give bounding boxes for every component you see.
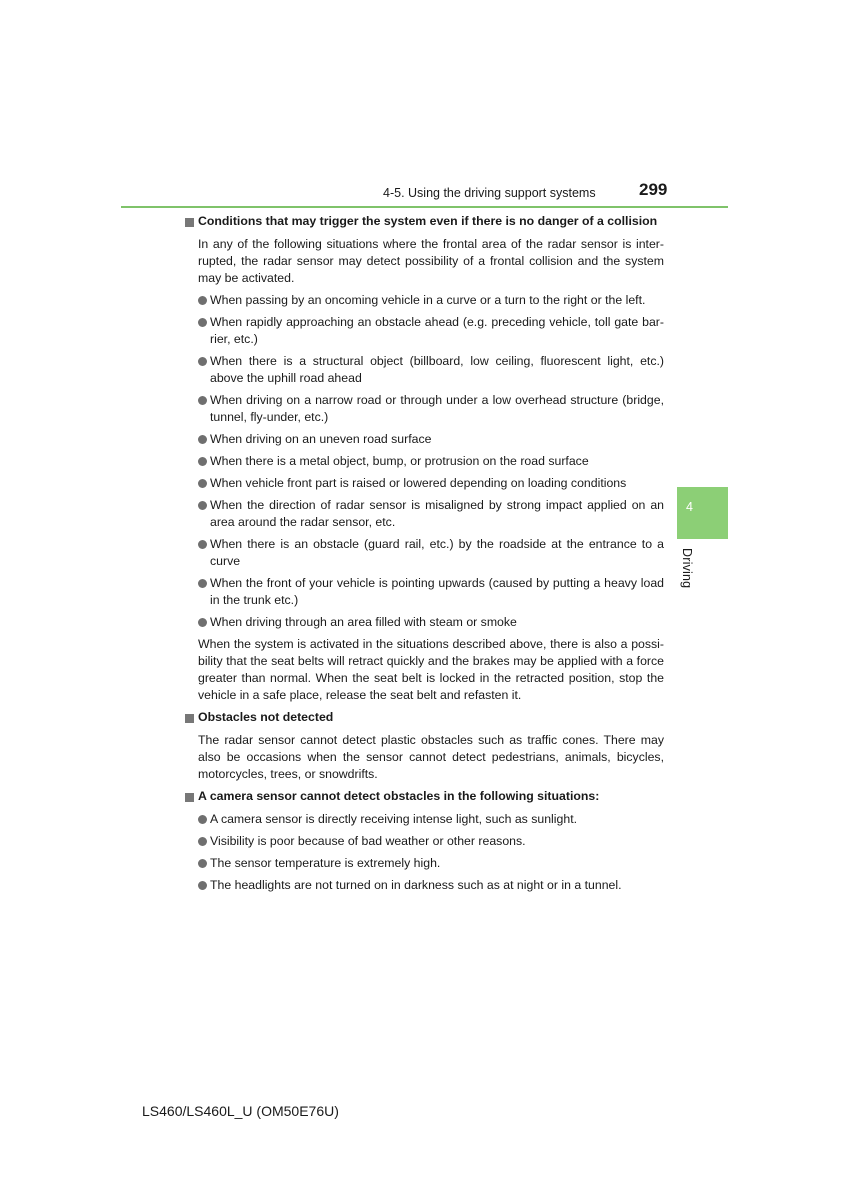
section-intro: In any of the following situations where the frontal area of the radar sensor is inter-rupted, the radar sensor may detect possibility of a frontal collision and the system may be activated. (198, 237, 664, 285)
section-heading-text: A camera sensor cannot detect obstacles in the following situations: (198, 789, 600, 803)
list-item-text: When driving through an area filled with steam or smoke (210, 615, 517, 629)
running-header-section-title: 4-5. Using the driving support systems (383, 186, 596, 200)
round-bullet-icon (198, 296, 207, 305)
chapter-tab-number: 4 (686, 500, 693, 514)
round-bullet-icon (198, 540, 207, 549)
list-item (198, 292, 664, 309)
list-item-text: A camera sensor is directly receiving intense light, such as sunlight. (210, 812, 578, 826)
list-item-text: When vehicle front part is raised or lowered depending on loading conditions (210, 476, 627, 490)
round-bullet-icon (198, 318, 207, 327)
list-item-text: When rapidly approaching an obstacle ahead (e.g. preceding vehicle, toll gate bar-rier, etc.) (210, 315, 664, 346)
list-item (198, 575, 664, 609)
square-bullet-icon (185, 218, 194, 227)
round-bullet-icon (198, 618, 207, 627)
section-intro: The radar sensor cannot detect plastic obstacles such as traffic cones. There may also be occasions when the sensor cannot detect pedestrians, animals, bicycles, motorcycles, trees, or snowdrifts. (198, 733, 664, 781)
list-item (198, 392, 664, 426)
section-heading (184, 213, 664, 230)
header-divider (121, 206, 728, 208)
list-item (198, 811, 664, 828)
list-item (198, 614, 664, 631)
round-bullet-icon (198, 357, 207, 366)
round-bullet-icon (198, 859, 207, 868)
page-number: 299 (639, 180, 668, 199)
round-bullet-icon (198, 479, 207, 488)
list-item-text: The headlights are not turned on in darkness such as at night or in a tunnel. (210, 878, 622, 892)
list-item (198, 497, 664, 531)
list-item-text: Visibility is poor because of bad weather or other reasons. (210, 834, 526, 848)
page-body (184, 213, 664, 899)
list-item (198, 536, 664, 570)
chapter-tab-label: Driving (680, 548, 694, 589)
list-item-text: The sensor temperature is extremely high. (210, 856, 441, 870)
list-item (198, 475, 664, 492)
chapter-tab (677, 487, 728, 539)
list-item (198, 877, 664, 894)
section-heading (184, 788, 664, 805)
section-heading-text: Conditions that may trigger the system even if there is no danger of a collision (198, 214, 658, 228)
section-heading (184, 709, 664, 726)
square-bullet-icon (185, 793, 194, 802)
list-item-text: When there is an obstacle (guard rail, etc.) by the roadside at the entrance to a curve (210, 537, 664, 568)
footer-model-code: LS460/LS460L_U (OM50E76U) (142, 1103, 339, 1119)
list-item-text: When there is a structural object (billboard, low ceiling, fluorescent light, etc.) above the uphill road ahead (210, 354, 664, 385)
list-item-text: When driving on an uneven road surface (210, 432, 432, 446)
section-closing: When the system is activated in the situations described above, there is also a possi-bility that the seat belts will retract quickly and the brakes may be applied with a force greater than normal. When the seat belt is locked in the retracted position, stop the vehicle in a safe place, release the seat belt and refasten it. (198, 637, 664, 702)
list-item-text: When driving on a narrow road or through under a low overhead structure (bridge, tunnel, fly-under, etc.) (210, 393, 664, 424)
round-bullet-icon (198, 815, 207, 824)
round-bullet-icon (198, 501, 207, 510)
square-bullet-icon (185, 714, 194, 723)
round-bullet-icon (198, 435, 207, 444)
list-item (198, 833, 664, 850)
list-item-text: When passing by an oncoming vehicle in a curve or a turn to the right or the left. (210, 293, 646, 307)
list-item (198, 453, 664, 470)
round-bullet-icon (198, 837, 207, 846)
section-heading-text: Obstacles not detected (198, 710, 334, 724)
list-item-text: When the front of your vehicle is pointing upwards (caused by putting a heavy load in the trunk etc.) (210, 576, 664, 607)
round-bullet-icon (198, 396, 207, 405)
list-item-text: When the direction of radar sensor is misaligned by strong impact applied on an area around the radar sensor, etc. (210, 498, 664, 529)
round-bullet-icon (198, 881, 207, 890)
round-bullet-icon (198, 579, 207, 588)
list-item (198, 353, 664, 387)
list-item (198, 431, 664, 448)
round-bullet-icon (198, 457, 207, 466)
list-item (198, 314, 664, 348)
list-item (198, 855, 664, 872)
list-item-text: When there is a metal object, bump, or protrusion on the road surface (210, 454, 589, 468)
